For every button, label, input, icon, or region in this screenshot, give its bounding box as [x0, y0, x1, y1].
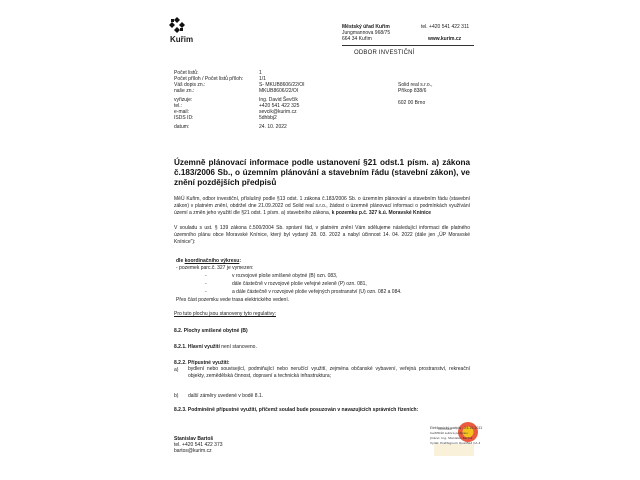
regulations-heading: Pro tuto plochu jsou stanoveny tyto regulativy:	[174, 311, 277, 317]
permitted-item: další záměry uvedené v bodě 8.1.	[188, 393, 264, 399]
stamp-line: Vydal: PostSignum Qualified CA 4	[430, 441, 481, 445]
section-heading: 8.2. Plochy smíšené obytné (B)	[174, 328, 248, 334]
section-main-use-label: 8.2.1. Hlavní využití	[174, 344, 220, 350]
stamp-line: Elektronický podpis - 24.10.2022	[430, 426, 483, 430]
recipient-name: Solid real s.r.o.,	[398, 82, 433, 88]
recipient-street: Příkop 838/6	[398, 88, 427, 94]
section-heading: 8.2.2. Přípustné využití:	[174, 360, 230, 366]
document-title: Územně plánovací informace podle ustanovení §21 odst.1 písm. a) zákona č.183/2006 Sb., o územním plánování a stavebním řádu (stavební zákon), ve znění pozdějších předpisů	[174, 158, 470, 187]
meta-label: Počet příloh / Počet listů příloh:	[174, 76, 244, 82]
signature-name: Stanislav Bartoš	[174, 436, 214, 442]
electronic-signature-stamp-icon	[428, 414, 486, 464]
coordination-heading	[176, 258, 241, 264]
section-main-use-text: není stanoveno.	[219, 344, 257, 350]
meta-value: MKUB8606/22/OI	[259, 88, 299, 94]
recipient-city: 602 00 Brno	[398, 100, 426, 106]
stamp-line: Certifikát autora podpisu:	[430, 431, 469, 435]
meta-value[interactable]: sevcik@kurim.cz	[259, 109, 297, 115]
coordination-item-dash: -	[205, 289, 207, 295]
permitted-marker: b)	[174, 393, 179, 399]
office-street: Jungmannova 968/75	[342, 30, 391, 36]
meta-value: +420 541 422 325	[259, 103, 300, 109]
kurim-logo-icon	[168, 16, 186, 34]
coordination-item: dále částečně v rozvojové ploše veřejné zeleně (P) ozn. 081,	[232, 281, 367, 287]
brand-name: Kuřim	[170, 35, 194, 44]
meta-values	[259, 70, 305, 130]
section-main-use	[174, 344, 257, 350]
meta-value: 24. 10. 2022	[259, 124, 287, 130]
meta-label: naše zn.:	[174, 88, 195, 94]
signature-phone: tel. +420 541 422 373	[174, 442, 223, 448]
signature-block	[174, 436, 223, 454]
coordination-heading-prefix: dle	[176, 258, 185, 264]
coordination-heading-suffix: :	[239, 258, 242, 264]
permitted-item: bydlení nebo související, podmiňující nebo neručící využití, zejména občanské vybavení, veřejná prostranství, rekreační objekty, zemědělská činnost, dopravní a technická infrastruktura;	[188, 366, 470, 379]
coordination-heading-link: koordinačního výkresu	[184, 258, 240, 264]
office-city: 664 34 Kuřim	[342, 36, 372, 42]
meta-label: vyřizuje:	[174, 97, 193, 103]
coordination-lead: - pozemek parc.č. 327 je vymezen:	[176, 265, 254, 271]
meta-value: 1/1	[259, 76, 266, 82]
section-heading: 8.2.3. Podmíněně přípustné využití, přičemž soulad bude posuzován v navazujících správních řízeních:	[174, 407, 419, 413]
meta-labels	[174, 70, 243, 130]
intro-paragraph	[174, 196, 470, 217]
office-name: Městský úřad Kuřim	[342, 24, 390, 30]
intro-text-1: MěÚ Kuřim, odbor investiční, příslušný podle §13 odst. 1 zákona č.183/2006 Sb. o územním plánování a stavebním řádu (stavební zákon) v platném znění, obdržel dne 21.09.2022 od Solid real s.r.o., žádost o územně plánovací informaci o podmínkách využívání území a změn jeho využití dle §21 odst. 1 písm. a) stavebního zákona,	[174, 196, 470, 216]
intro-bold: k pozemku p.č. 327 k.ú. Moravské Knínice	[331, 209, 432, 216]
intro-paragraph-2: V souladu s ust. § 139 zákona č.500/2004 Sb. správní řád, v platném znění Vám sdělujeme následující informaci dle platného územního plánu obce Moravské Knínice, který byl vydaný 28. 03. 2022 a nabyl účinnost 14. 04. 2022 (dále jen „ÚP Moravské Knínice“):	[174, 225, 470, 245]
meta-value: S- MKUB8606/22/OI	[259, 82, 305, 88]
office-phone: tel. +420 541 422 311	[421, 24, 470, 30]
meta-label: ISDS ID:	[174, 115, 194, 121]
meta-value: 1	[259, 70, 262, 76]
meta-label: tel.:	[174, 103, 183, 109]
coordination-item: v rozvojové ploše smíšené obytné (B) ozn. 083,	[232, 273, 338, 279]
stamp-line: Jméno: Ing. Stanislav Bartoš	[430, 436, 473, 440]
recipient-block	[398, 82, 432, 106]
coordination-item: a dále částečně v rozvojové ploše veřejných prostranství (U) ozn. 082 a 084.	[232, 289, 402, 295]
meta-value: 5dhbbj2	[259, 115, 277, 121]
meta-label: datum:	[174, 124, 190, 130]
office-web[interactable]: www.kurim.cz	[428, 36, 462, 42]
meta-label: Počet listů:	[174, 70, 199, 76]
coordination-item-dash: -	[205, 281, 207, 287]
signature-email[interactable]: bartos@kurim.cz	[174, 448, 212, 454]
meta-label: Váš dopis zn.:	[174, 82, 206, 88]
header-divider	[342, 45, 474, 46]
coordination-note: Přes část pozemku vede trasa elektrického vedení.	[176, 297, 290, 303]
meta-label: e-mail:	[174, 109, 190, 115]
coordination-item-dash: -	[205, 273, 207, 279]
meta-value: Ing. David Ševčík	[259, 97, 298, 103]
department-name: ODBOR INVESTIČNÍ	[354, 50, 415, 56]
permitted-marker: a)	[174, 367, 179, 373]
